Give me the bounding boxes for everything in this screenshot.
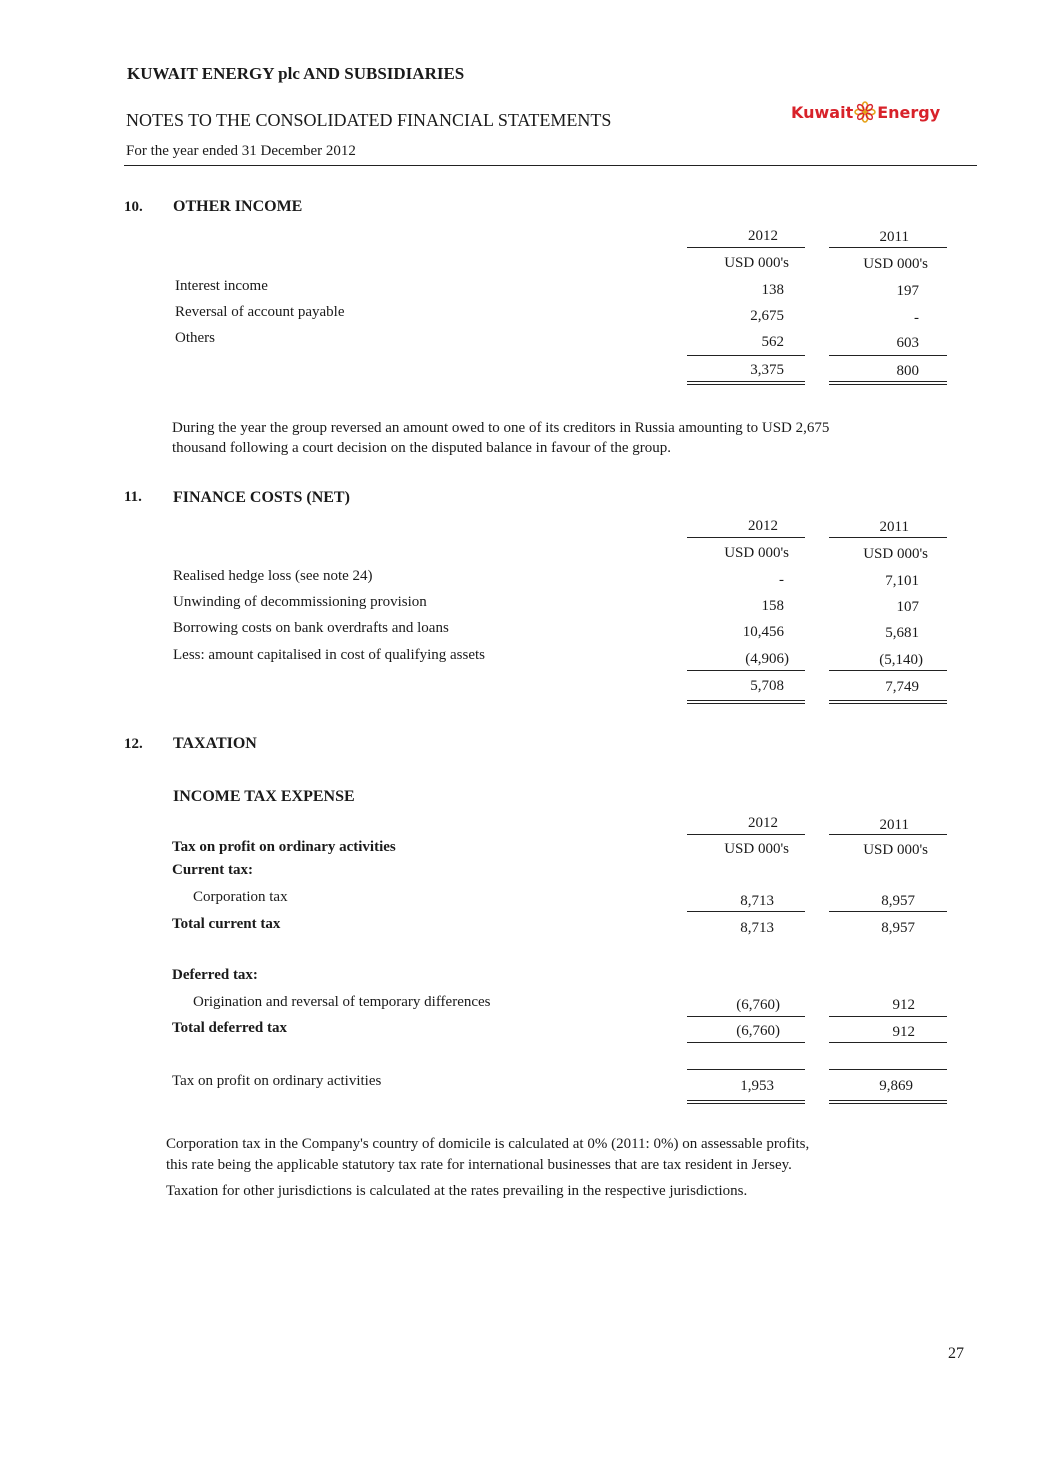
note-10-col-2011-unit: USD 000's xyxy=(863,256,928,272)
corporation-tax-2011: 8,957 xyxy=(881,893,915,909)
deferred-tax-heading: Deferred tax: xyxy=(172,967,258,983)
note-11-col-2012-rule xyxy=(687,537,805,538)
note-10-row-2011: - xyxy=(914,310,919,326)
current-tax-heading: Current tax: xyxy=(172,862,253,878)
note-11-total-double-rule-2012 xyxy=(687,700,805,704)
logo-text-right: Energy xyxy=(877,102,941,122)
note-11-title: FINANCE COSTS (NET) xyxy=(173,489,350,506)
note-12-col-2011-rule xyxy=(829,834,947,835)
page-number: 27 xyxy=(948,1345,964,1362)
origination-rule-2012 xyxy=(687,1016,805,1017)
total-deferred-tax-2012: (6,760) xyxy=(736,1023,780,1039)
note-10-row-label: Others xyxy=(175,330,215,346)
note-11-col-2011-unit: USD 000's xyxy=(863,546,928,562)
note-10-col-2012-unit: USD 000's xyxy=(724,255,789,271)
note-12-paragraph-1-line-2: this rate being the applicable statutory tax rate for international businesses that are tax resident in Jersey. xyxy=(166,1157,792,1173)
document-subtitle: NOTES TO THE CONSOLIDATED FINANCIAL STATEMENTS xyxy=(126,110,612,130)
note-11-row-label: Realised hedge loss (see note 24) xyxy=(173,568,373,584)
note-12-paragraph-2: Taxation for other jurisdictions is calculated at the rates prevailing in the respective jurisdictions. xyxy=(166,1183,748,1199)
note-11-subtotal-rule-2012 xyxy=(687,670,805,671)
tax-total-2012: 1,953 xyxy=(740,1078,774,1094)
note-11-total-2011: 7,749 xyxy=(885,679,919,695)
note-12-number: 12. xyxy=(124,736,143,752)
origination-2012: (6,760) xyxy=(736,997,780,1013)
tax-total-top-rule-2012 xyxy=(687,1069,805,1070)
note-12-col-2011-unit: USD 000's xyxy=(863,842,928,858)
company-name: KUWAIT ENERGY plc AND SUBSIDIARIES xyxy=(127,64,465,83)
note-11-col-2012-unit: USD 000's xyxy=(724,545,789,561)
tax-total-top-rule-2011 xyxy=(829,1069,947,1070)
note-10-paragraph-line-2: thousand following a court decision on the disputed balance in favour of the group. xyxy=(172,440,672,456)
note-12-title: TAXATION xyxy=(173,735,257,752)
note-10-total-2011: 800 xyxy=(896,363,919,379)
total-deferred-rule-2011 xyxy=(829,1042,947,1043)
corporation-rule-2011 xyxy=(829,911,947,912)
tax-total-label: Tax on profit on ordinary activities xyxy=(172,1073,382,1089)
note-11-row-2011: 5,681 xyxy=(885,625,919,641)
note-10-row-2012: 138 xyxy=(761,282,784,298)
note-11-row-label: Unwinding of decommissioning provision xyxy=(173,594,427,610)
note-11-row-2011: 107 xyxy=(896,599,919,615)
total-current-tax-2012: 8,713 xyxy=(740,920,774,936)
note-11-col-2011-year: 2011 xyxy=(879,519,909,535)
header-divider xyxy=(124,165,977,166)
note-10-row-label: Reversal of account payable xyxy=(175,304,345,320)
total-deferred-tax-label: Total deferred tax xyxy=(172,1020,287,1036)
total-current-tax-label: Total current tax xyxy=(172,916,281,932)
note-11-row-label: Borrowing costs on bank overdrafts and loans xyxy=(173,620,449,636)
note-10-col-2011-rule xyxy=(829,247,947,248)
note-10-subtotal-rule-2012 xyxy=(687,355,805,356)
note-10-total-double-rule-2012 xyxy=(687,381,805,385)
total-deferred-tax-2011: 912 xyxy=(892,1024,915,1040)
note-11-row-2012: 158 xyxy=(761,598,784,614)
note-10-number: 10. xyxy=(124,199,143,215)
note-10-col-2012-year: 2012 xyxy=(748,228,778,244)
note-11-row-2011: (5,140) xyxy=(879,652,923,668)
note-12-paragraph-1-line-1: Corporation tax in the Company's country of domicile is calculated at 0% (2011: 0%) on assessable profits, xyxy=(166,1136,810,1152)
note-12-subtitle: INCOME TAX EXPENSE xyxy=(173,788,355,805)
note-11-subtotal-rule-2011 xyxy=(829,670,947,671)
note-11-row-2012: 10,456 xyxy=(742,624,784,640)
note-11-total-double-rule-2011 xyxy=(829,700,947,704)
note-10-paragraph-line-1: During the year the group reversed an amount owed to one of its creditors in Russia amounting to USD 2,675 xyxy=(172,420,830,436)
note-12-col-2012-unit: USD 000's xyxy=(724,841,789,857)
flower-icon xyxy=(854,101,876,123)
note-11-row-2012: - xyxy=(779,572,784,588)
origination-label: Origination and reversal of temporary differences xyxy=(193,994,491,1010)
tax-total-double-rule-2011 xyxy=(829,1100,947,1104)
note-10-row-2011: 603 xyxy=(896,335,919,351)
note-10-title: OTHER INCOME xyxy=(173,198,303,215)
note-10-col-2011-year: 2011 xyxy=(879,229,909,245)
note-11-row-2012: (4,906) xyxy=(745,651,789,667)
tax-total-double-rule-2012 xyxy=(687,1100,805,1104)
note-11-number: 11. xyxy=(124,489,142,505)
note-11-col-2012-year: 2012 xyxy=(748,518,778,534)
kuwait-energy-logo xyxy=(791,101,940,123)
corporation-tax-label: Corporation tax xyxy=(193,889,288,905)
tax-heading: Tax on profit on ordinary activities xyxy=(172,839,396,855)
note-10-total-double-rule-2011 xyxy=(829,381,947,385)
reporting-period: For the year ended 31 December 2012 xyxy=(126,143,356,159)
note-10-col-2012-rule xyxy=(687,247,805,248)
note-10-subtotal-rule-2011 xyxy=(829,355,947,356)
corporation-rule-2012 xyxy=(687,911,805,912)
note-10-row-2012: 562 xyxy=(761,334,784,350)
note-12-col-2012-rule xyxy=(687,834,805,835)
corporation-tax-2012: 8,713 xyxy=(740,893,774,909)
logo-text-left: Kuwait xyxy=(791,102,854,122)
note-11-col-2011-rule xyxy=(829,537,947,538)
note-11-row-label: Less: amount capitalised in cost of qualifying assets xyxy=(173,647,486,663)
note-10-row-2012: 2,675 xyxy=(750,308,784,324)
origination-2011: 912 xyxy=(892,997,915,1013)
origination-rule-2011 xyxy=(829,1016,947,1017)
tax-total-2011: 9,869 xyxy=(879,1078,913,1094)
note-10-row-2011: 197 xyxy=(896,283,919,299)
note-12-col-2012-year: 2012 xyxy=(748,815,778,831)
note-12-col-2011-year: 2011 xyxy=(879,817,909,833)
note-11-row-2011: 7,101 xyxy=(885,573,919,589)
total-current-tax-2011: 8,957 xyxy=(881,920,915,936)
note-10-row-label: Interest income xyxy=(175,278,268,294)
total-deferred-rule-2012 xyxy=(687,1042,805,1043)
note-11-total-2012: 5,708 xyxy=(750,678,784,694)
note-10-total-2012: 3,375 xyxy=(750,362,784,378)
